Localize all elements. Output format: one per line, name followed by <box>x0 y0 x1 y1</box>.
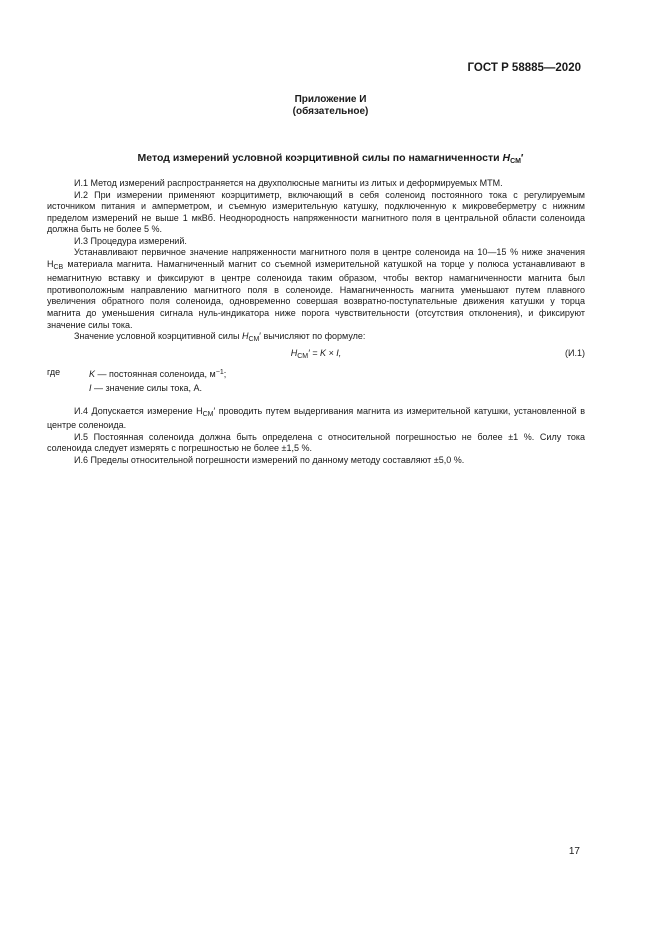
where-k-end: ; <box>223 368 227 379</box>
appendix-status: (обязательное) <box>292 106 369 117</box>
where-i-symbol: I <box>89 383 92 394</box>
where-word: где <box>47 366 61 377</box>
where-row-k <box>47 367 585 381</box>
formula-rhs: ′ = K × I, <box>308 347 342 358</box>
section-title <box>0 152 661 165</box>
where-k-symbol: K <box>89 368 96 379</box>
formula-expression <box>47 348 585 363</box>
paragraph-6-b: ′ проводить путем выдергивания магнита из измерительной катушки, установленной в центре соленоида. <box>47 405 585 431</box>
paragraph-6-a: И.4 Допускается измерение H <box>74 405 203 416</box>
where-k <box>74 367 226 381</box>
formula-lhs: H <box>290 347 298 358</box>
paragraph-3: И.3 Процедура измерений. <box>74 235 187 246</box>
paragraph-4 <box>47 247 585 331</box>
paragraph-8: И.6 Пределы относительной погрешности измерений по данному методу составляют ±5,0 %. <box>74 454 465 465</box>
paragraph-7: И.5 Постоянная соленоида должна быть определена с относительной погрешностью не более ±1 %. Силу тока соленоида следует измерять с погрешностью не более ±1,5 %. <box>47 431 585 454</box>
standard-code: ГОСТ Р 58885—2020 <box>467 62 581 74</box>
paragraph-5-sub: СМ <box>248 336 260 344</box>
paragraph-6 <box>47 406 585 432</box>
paragraph-6-sub: СМ <box>202 410 214 418</box>
paragraph-5-b: ′ вычисляют по формуле: <box>259 331 366 342</box>
appendix-heading <box>0 94 661 118</box>
formula-lhs-sub: СМ <box>297 352 309 360</box>
appendix-label: Приложение И <box>294 94 367 105</box>
title-text: Метод измерений условной коэрцитивной силы по намагниченности <box>137 152 503 164</box>
paragraph-4-a: Устанавливают первичное значение напряженности магнитного поля в центре соленоида на 10—15 % ниже значения H <box>47 247 585 269</box>
formula-number: (И.1) <box>565 347 585 358</box>
paragraph-2: И.2 При измерении применяют коэрцитиметр, включающий в себя соленоид постоянного тока с регулируемым источником питания и амперметром, и съемную измерительную катушку, подключенную к микровеберметру с нижним пределом измерений не выше 1 мкВб. Неоднородность напряженности магнитного поля в центральной области соленоида должна быть не более 5 %. <box>47 189 585 235</box>
paragraph-5 <box>47 331 585 346</box>
paragraph-4-sub: СВ <box>53 263 64 271</box>
paragraph-4-b: материала магнита. Намагниченный магнит со съемной измерительной катушкой на торце у полюса устанавливают в немагнитную вставку и фиксируют в центре соленоида таким образом, чтобы вектор намагниченности магнита был противоположным направлению магнитного поля в соленоиде. Намагниченность магнита уменьшают путем плавного увеличения обратного поля соленоида, одновременно совершая возвратно-поступательные движения катушки у торца магнита до уменьшения сигнала нуль-индикатора ниже порога чувствительности (отсутствия отклонения), и фиксируют значение силы тока. <box>47 258 585 330</box>
where-block <box>47 367 585 395</box>
where-k-desc: — постоянная соленоида, м <box>95 368 216 379</box>
where-k-exp: −1 <box>215 368 224 376</box>
title-symbol-tail: ′ <box>520 152 524 164</box>
formula <box>47 348 585 364</box>
where-row-i <box>47 383 585 395</box>
body-text <box>47 178 585 466</box>
title-symbol: H <box>502 152 511 164</box>
title-symbol-sub: СМ <box>510 158 521 165</box>
where-i-desc: — значение силы тока, А. <box>91 383 203 394</box>
page-number: 17 <box>568 846 580 857</box>
paragraph-1: И.1 Метод измерений распространяется на двухполюсные магниты из литых и деформируемых МТМ. <box>74 178 503 188</box>
paragraph-5-a: Значение условной коэрцитивной силы <box>74 331 242 342</box>
paragraph-5-symbol: H <box>241 331 249 342</box>
